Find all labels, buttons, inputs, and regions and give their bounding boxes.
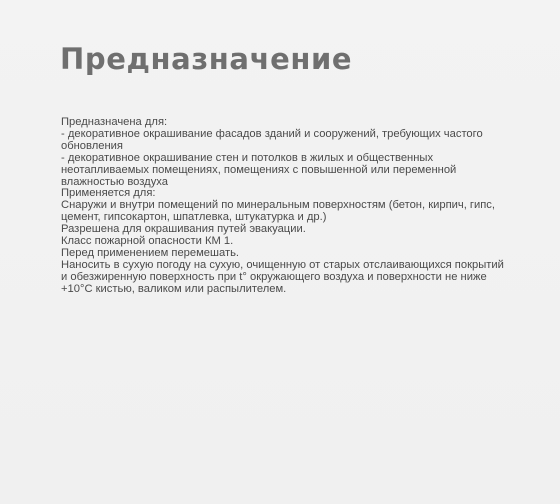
text-line: Применяется для: <box>61 187 156 200</box>
text-line: +10°С кистью, валиком или распылителем. <box>61 282 287 295</box>
text-line: Класс пожарной опасности КМ 1. <box>61 235 234 248</box>
text-line: обновления <box>61 139 123 152</box>
text-line: Снаружи и внутри помещений по минеральным поверхностям (бетон, кирпич, гипс, <box>61 199 496 212</box>
text-line: - декоративное окрашивание стен и потолков в жилых и общественных <box>61 151 434 164</box>
text-line: Перед применением перемешать. <box>61 246 240 259</box>
text-line: цемент, гипсокартон, шпатлевка, штукатурка и др.) <box>61 211 327 224</box>
text-line: влажностью воздуха <box>61 175 168 188</box>
text-line: и обезжиренную поверхность при t° окружающего воздуха и поверхности не ниже <box>61 270 487 283</box>
text-line: Разрешена для окрашивания путей эвакуации. <box>61 223 306 236</box>
description-text <box>61 117 531 296</box>
page-title: Предназначение <box>60 42 353 76</box>
text-line: Наносить в сухую погоду на сухую, очищенную от старых отслаивающихся покрытий <box>61 258 504 271</box>
text-line: - декоративное окрашивание фасадов зданий и сооружений, требующих частого <box>61 127 483 140</box>
text-line: неотапливаемых помещениях, помещениях с повышенной или переменной <box>61 163 457 176</box>
text-line: Предназначена для: <box>61 116 168 128</box>
